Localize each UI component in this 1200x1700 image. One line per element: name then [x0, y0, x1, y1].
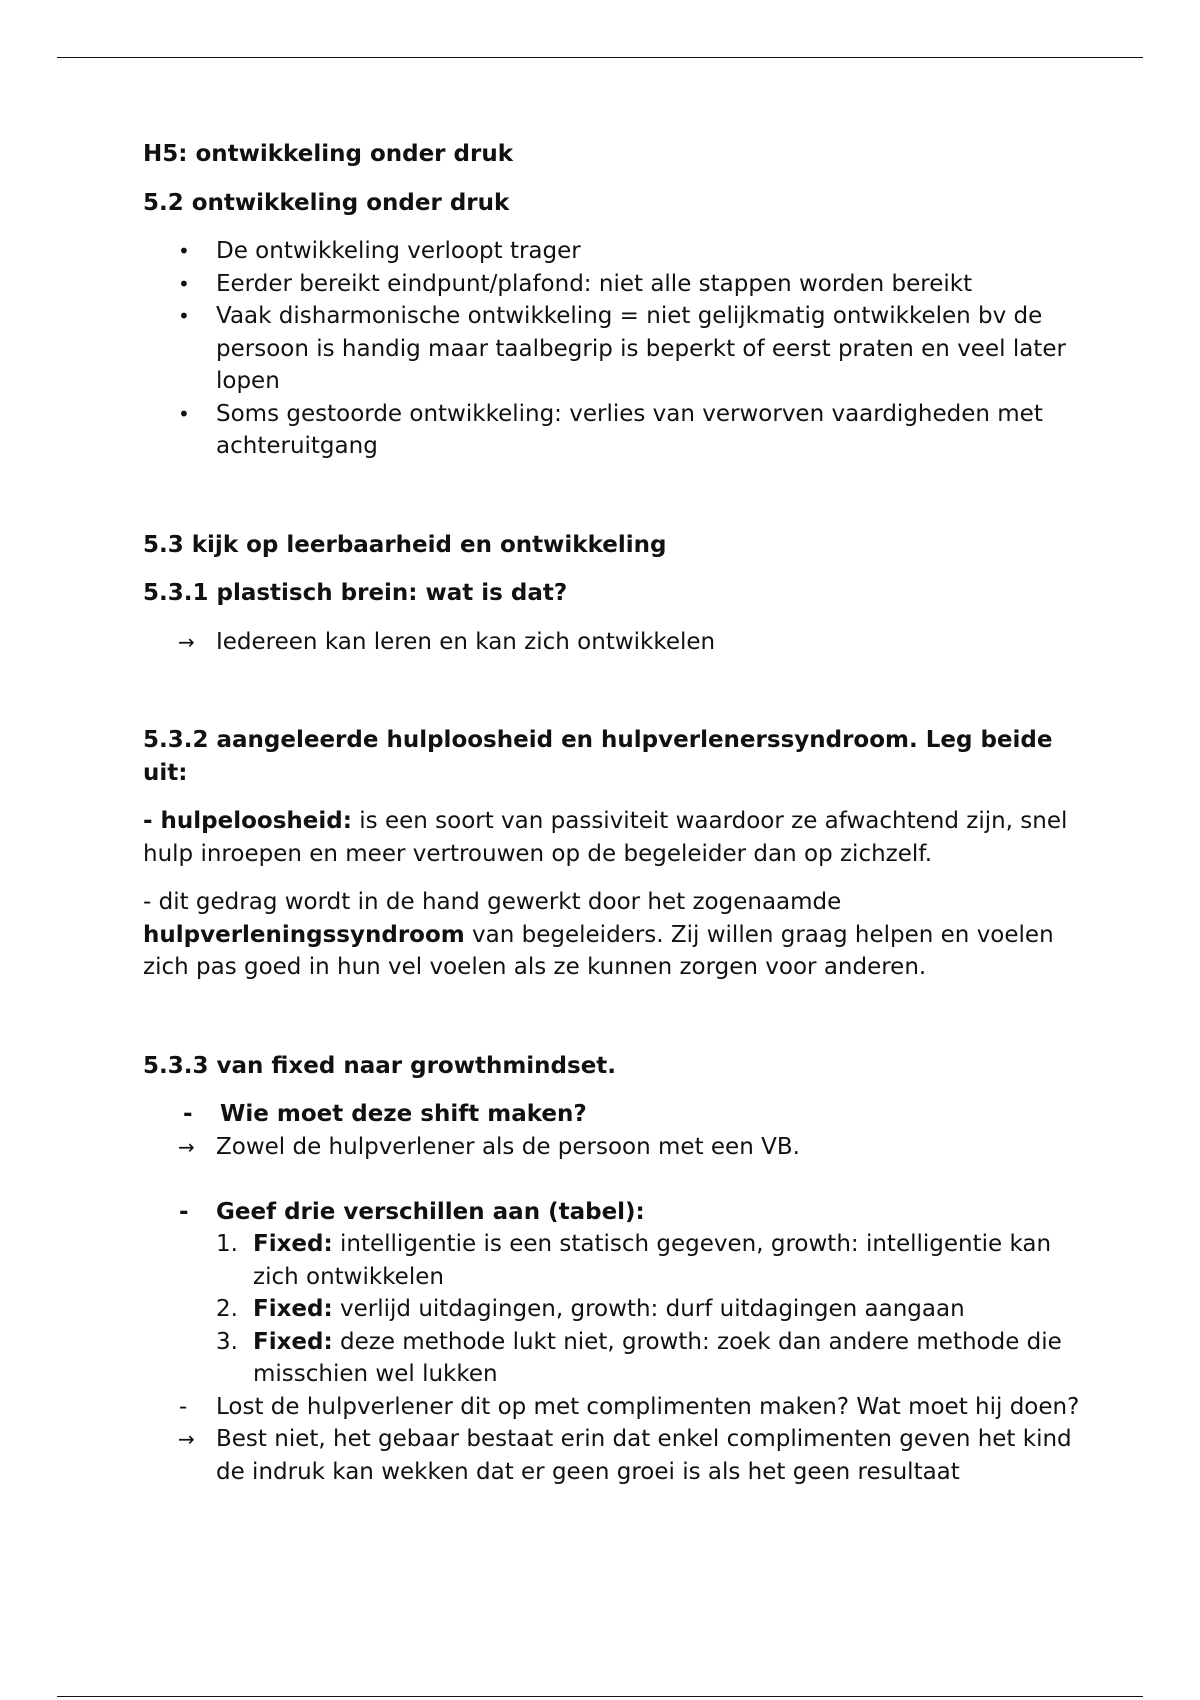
answer-shift: → Zowel de hulpverlener als de persoon met een VB.	[143, 1131, 1083, 1164]
section-5-2-list	[143, 235, 1083, 463]
section-5-3-1-answer: → Iedereen kan leren en kan zich ontwikkelen	[143, 626, 1083, 659]
bullet-icon: •	[178, 239, 190, 263]
answer-compliments: → Best niet, het gebaar bestaat erin dat enkel complimenten geven het kind de indruk kan wekken dat er geen groei is als het geen resultaat	[143, 1423, 1083, 1488]
hulpeloosheid-paragraph: - hulpeloosheid: is een soort van passiviteit waardoor ze afwachtend zijn, snel hulp inroepen en meer vertrouwen op de begeleider dan op zichzelf.	[143, 808, 1068, 867]
list-item: • Soms gestoorde ontwikkeling: verlies van verworven vaardigheden met achteruitgang	[143, 398, 1083, 463]
bullet-icon: •	[178, 271, 190, 296]
document-body	[143, 138, 1083, 1488]
chapter-title: H5: ontwikkeling onder druk	[143, 141, 514, 167]
list-item: 3. Fixed: deze methode lukt niet, growth: zoek dan andere methode die misschien wel lukken	[216, 1328, 1062, 1387]
syndroom-paragraph: - dit gedrag wordt in de hand gewerkt door het zogenaamde hulpverleningssyndroom van begeleiders. Zij willen graag helpen en voelen zich pas goed in hun vel voelen als ze kunnen zorgen voor anderen.	[143, 889, 1054, 980]
header-rule	[57, 57, 1143, 58]
dash-icon: -	[179, 1393, 188, 1420]
differences-list	[143, 1228, 1083, 1391]
arrow-right-icon: →	[178, 1134, 195, 1159]
list-item: • De ontwikkeling verloopt trager	[143, 235, 1083, 268]
question-differences: - Geef drie verschillen aan (tabel):	[143, 1196, 1083, 1229]
list-item: 2. Fixed: verlijd uitdagingen, growth: durf uitdagingen aangaan	[216, 1296, 965, 1322]
section-5-2-heading: 5.2 ontwikkeling onder druk	[143, 189, 510, 216]
list-item: 1. Fixed: intelligentie is een statisch gegeven, growth: intelligentie kan zich ontwikkelen	[216, 1231, 1052, 1290]
bullet-icon: •	[178, 401, 190, 426]
dash-icon: -	[179, 1198, 189, 1225]
footer-rule	[57, 1696, 1143, 1697]
section-5-3-heading: 5.3 kijk op leerbaarheid en ontwikkeling	[143, 531, 667, 558]
list-item: • Eerder bereikt eindpunt/plafond: niet alle stappen worden bereikt	[143, 268, 1083, 301]
bullet-icon: •	[178, 304, 190, 328]
arrow-right-icon: →	[178, 629, 195, 654]
section-5-3-2-heading: 5.3.2 aangeleerde hulploosheid en hulpverlenerssyndroom. Leg beide uit:	[143, 727, 1053, 786]
question-compliments: - Lost de hulpverlener dit op met complimenten maken? Wat moet hij doen?	[143, 1391, 1083, 1424]
question-shift: - Wie moet deze shift maken?	[143, 1098, 1083, 1131]
arrow-right-icon: →	[178, 1427, 195, 1451]
section-5-3-1-heading: 5.3.1 plastisch brein: wat is dat?	[143, 580, 568, 606]
dash-icon: -	[183, 1101, 193, 1127]
section-5-3-3-heading: 5.3.3 van fixed naar growthmindset.	[143, 1052, 617, 1079]
list-item: • Vaak disharmonische ontwikkeling = niet gelijkmatig ontwikkelen bv de persoon is handig maar taalbegrip is beperkt of eerst praten en veel later lopen	[143, 300, 1083, 398]
